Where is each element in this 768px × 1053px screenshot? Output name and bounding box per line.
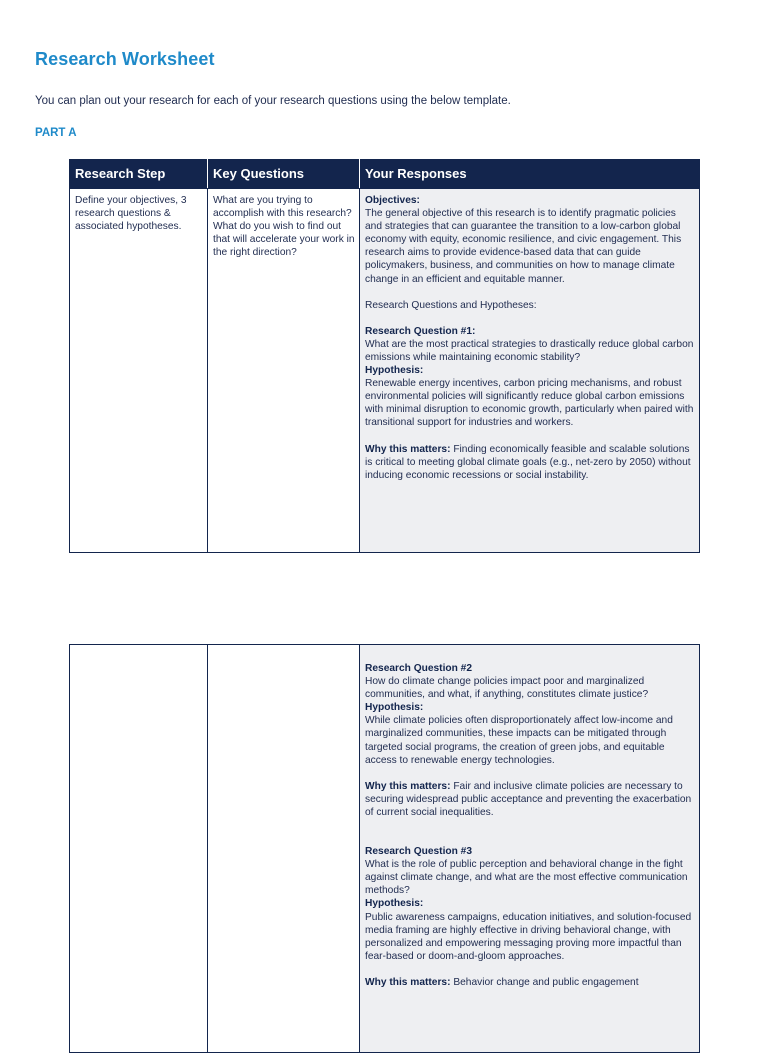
intro-text: You can plan out your research for each of your research questions using the below template. — [35, 95, 511, 107]
key-questions-cell-empty — [208, 645, 360, 1053]
why-matters-1-text: Finding economically feasible and scalable solutions is critical to meeting global climate goals (e.g., net-zero by 2050) without inducing economic recessions or social instability. — [365, 443, 691, 481]
why-matters-3-text: Behavior change and public engagement — [450, 976, 639, 988]
rq1-text: What are the most practical strategies to drastically reduce global carbon emissions while maintaining economic stability? — [365, 338, 694, 363]
objectives-label: Objectives: — [365, 195, 420, 206]
h2-label: Hypothesis: — [365, 702, 424, 714]
responses-cell-continued — [360, 645, 700, 1053]
responses-cell — [360, 189, 700, 553]
header-key-questions: Key Questions — [208, 160, 360, 189]
research-table — [69, 159, 700, 553]
table-row — [70, 189, 700, 553]
header-your-responses: Your Responses — [360, 160, 700, 189]
research-step-cell: Define your objectives, 3 research questions & associated hypotheses. — [70, 189, 208, 553]
rq3-text: What is the role of public perception and behavioral change in the fight against climate change, and what are the most effective communication methods? — [365, 859, 688, 897]
rq3-label: Research Question #3 — [365, 846, 473, 858]
h3-label: Hypothesis: — [365, 898, 424, 910]
key-questions-cell: What are you trying to accomplish with this research? What do you wish to find out that will accelerate your work in the right direction? — [208, 189, 360, 553]
table-header-row — [70, 160, 700, 189]
why-matters-3-label: Why this matters: — [365, 976, 451, 988]
table-row — [70, 645, 700, 1053]
h1-label: Hypothesis: — [365, 365, 424, 377]
page-title: Research Worksheet — [35, 49, 215, 69]
rq2-text: How do climate change policies impact poor and marginalized communities, and what, if anything, constitutes climate justice? — [365, 676, 649, 701]
part-heading: PART A — [35, 127, 77, 139]
h1-text: Renewable energy incentives, carbon pricing mechanisms, and robust environmental policies will significantly reduce global carbon emissions with minimal disruption to economic growth, particularly when paired with transitional support for industries and workers. — [365, 378, 694, 429]
rq2-label: Research Question #2 — [365, 663, 473, 674]
why-matters-2-text: Fair and inclusive climate policies are necessary to securing widespread public acceptance and preventing the exacerbation of current social inequalities. — [365, 780, 692, 818]
rq1-label: Research Question #1: — [365, 325, 476, 337]
h3-text: Public awareness campaigns, education initiatives, and solution-focused media framing are highly effective in driving behavioral change, with personalized and empowering messaging proving more impactful than fear-based or doom-and-gloom approaches. — [365, 911, 692, 962]
objectives-text: The general objective of this research is to identify pragmatic policies and strategies that can guarantee the transition to a low-carbon global economy with equity, economic resilience, and civic engagement. This research aims to provide evidence-based data that can guide policymakers, business, and communities on how to manage climate change in an efficient and equitable manner. — [365, 208, 682, 285]
research-step-cell-empty — [70, 645, 208, 1053]
why-matters-2-label: Why this matters: — [365, 780, 451, 792]
research-table-continued — [69, 644, 700, 1053]
header-research-step: Research Step — [70, 160, 208, 189]
why-matters-1-label: Why this matters: — [365, 443, 451, 455]
h2-text: While climate policies often disproportionately affect low-income and marginalized communities, these impacts can be mitigated through targeted social programs, the creation of green jobs, and equitable access to renewable energy technologies. — [365, 715, 673, 766]
rq-heading: Research Questions and Hypotheses: — [365, 299, 537, 311]
